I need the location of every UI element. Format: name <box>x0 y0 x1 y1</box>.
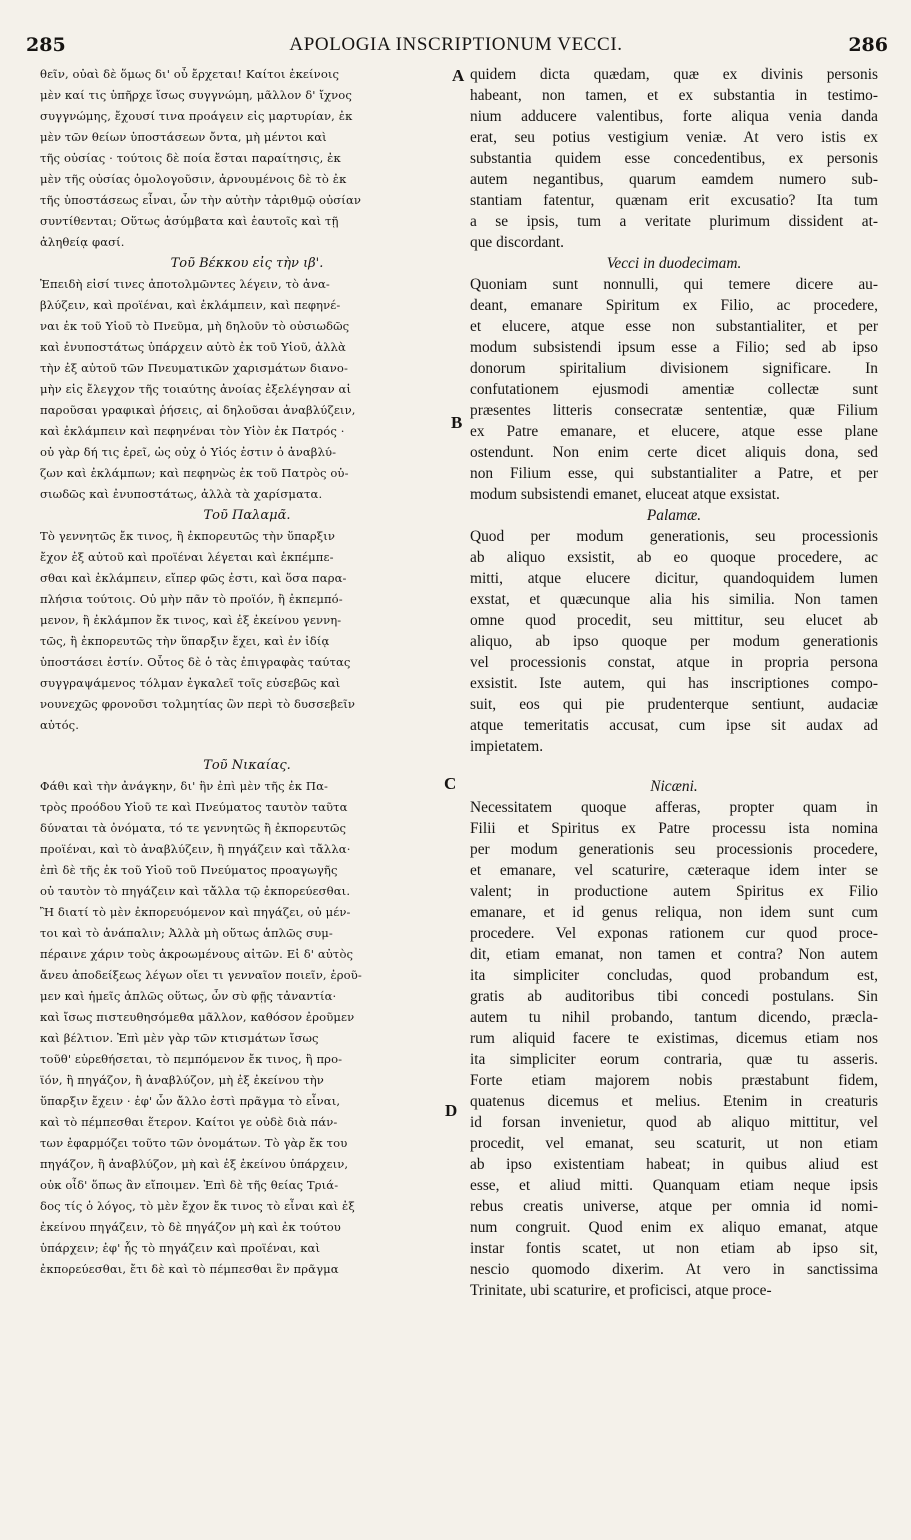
latin-text-line: atque temeritatis accusat, cum ipse sit audax ad <box>470 717 878 734</box>
latin-section-heading: Palamæ. <box>646 507 702 524</box>
latin-section-heading: Vecci in duodecimam. <box>606 255 742 272</box>
greek-text-line: καὶ ἴσως πιστευθησόμεθα μᾶλλον, καθόσον ἐροῦμεν <box>40 1010 355 1024</box>
latin-text-line: Necessitatem quoque afferas, propter quam in <box>470 799 878 816</box>
latin-text-line: mitti, atque elucere dicitur, quandoquidem lumen <box>470 570 878 587</box>
greek-text-line: μὲν τῆς οὐσίας ὁμολογοῦσιν, ἀρνουμένοις δὲ τὸ ἐκ <box>40 172 347 186</box>
running-title: APOLOGIA INSCRIPTIONUM VECCI. <box>289 34 623 55</box>
latin-text-line: que discordant. <box>470 234 565 251</box>
latin-text-line: Filii et Spiritus ex Patre processu ista nomina <box>470 820 878 837</box>
latin-text-line: num congruit. Quod enim ex aliquo emanat, atque <box>470 1219 878 1236</box>
greek-text-line: αὐτός. <box>40 718 80 732</box>
latin-text-line: ab aliquo exsistit, ab eo quoque procedere, ac <box>470 549 878 566</box>
page-number-right: 286 <box>848 34 888 56</box>
page-number-left: 285 <box>26 34 66 56</box>
greek-text-line: καὶ ἐκλάμπειν καὶ πεφηνέναι τὸν Υἱὸν ἐκ Πατρός · <box>40 424 345 438</box>
greek-text-line: ἔχον ἐξ αὐτοῦ καὶ προϊέναι λέγεται καὶ ἐκπέμπε- <box>40 550 334 564</box>
greek-text-line: σθαι καὶ ἐκλάμπειν, εἴπερ φῶς ἐστι, καὶ ὅσα παρα- <box>40 571 347 585</box>
latin-section-heading: Nicæni. <box>650 778 698 795</box>
greek-text-line: τῶς, ἢ ἐκπορευτῶς τὴν ὕπαρξιν ἔχει, καὶ ἐν ἰδίᾳ <box>40 634 330 648</box>
latin-text-line: modum subsistendi ipsum esse a Filio; sed ab ipso <box>470 339 878 356</box>
latin-text-line: exstat, et quæcunque alia his similia. Non tamen <box>470 591 878 608</box>
greek-text-line: τὴν ἐξ αὐτοῦ τῶν Πνευματικῶν χαρισμάτων διανο- <box>40 361 348 375</box>
running-header <box>24 34 888 64</box>
greek-text-line: συντίθενται; Οὕτως ἀσύμβατα καὶ ἑαυτοῖς καὶ τῇ <box>40 214 339 228</box>
greek-text-line: Ἢ διατί τὸ μὲν ἐκπορευόμενον καὶ πηγάζει, οὐ μέν- <box>40 905 351 919</box>
greek-text-line: καὶ ἐνυποστάτως ὑπάρχειν αὐτὸ ἐκ τοῦ Υἱοῦ, ἀλλὰ <box>40 340 346 354</box>
greek-text-line: ζων καὶ ἐκλάμπων; καὶ πεφηνὼς ἐκ τοῦ Πατρὸς οὐ- <box>40 466 349 480</box>
greek-text-line: μενον, ἢ ἐκλάμπον ἔκ τινος, καὶ ἐξ ἐκείνου γεννη- <box>40 613 342 627</box>
latin-text-line: donorum spiritalium divisionem significare. In <box>470 360 878 377</box>
latin-text-line: habeant, non tamen, et ex substantia in testimo- <box>470 87 878 104</box>
greek-text-line: συγγνώμης, ἔχουσί τινα προάγειν εἰς μαρτυρίαν, ἐκ <box>40 109 353 123</box>
latin-text-line: nescio quomodo dixerim. At vero in sanctissima <box>470 1261 878 1278</box>
latin-text-line: esse, et aliud mitti. Quanquam etiam neque ipsis <box>470 1177 878 1194</box>
latin-text-line: vel processionis constat, atque in propria persona <box>470 654 878 671</box>
latin-text-line: rebus creatis universe, atque per omnia id nomi- <box>470 1198 878 1215</box>
margin-marker-a: A <box>452 66 465 85</box>
greek-text-line: Ἐπειδὴ εἰσί τινες ἀποτολμῶντες λέγειν, τὸ ἀνα- <box>40 277 330 291</box>
latin-text-line: impietatem. <box>470 738 544 755</box>
greek-text-line: Τὸ γεννητῶς ἔκ τινος, ἢ ἐκπορευτῶς τὴν ὕπαρξιν <box>40 529 336 543</box>
latin-text-line: Quoniam sunt nonnulli, qui temere dicere au- <box>470 276 878 293</box>
latin-column <box>470 64 878 1301</box>
latin-text-line: id forsan invenietur, quod ab aliquo mittitur, vel <box>470 1114 878 1131</box>
greek-text-line: ἐπὶ δὲ τῆς ἐκ τοῦ Υἱοῦ τοῦ Πνεύματος προαγωγῆς <box>40 863 338 877</box>
greek-text-line: βλύζειν, καὶ προϊέναι, καὶ ἐκλάμπειν, καὶ πεφηνέ- <box>40 298 341 312</box>
latin-text-line: ostendunt. Non enim certe dicet aliquis dona, sed <box>470 444 878 461</box>
latin-text-line: emanare, et id genus reliqua, non idem sunt cum <box>470 904 878 921</box>
latin-text-line: dit, etiam emanat, non tamen et contra? Non autem <box>470 946 878 963</box>
greek-section-heading: Τοῦ Νικαίας. <box>203 758 291 773</box>
latin-text-line: exsistit. Iste autem, qui has inscriptiones compo- <box>470 675 878 692</box>
greek-text-line: τῆς οὐσίας · τούτοις δὲ ποία ἔσται παραίτησις, ἐκ <box>40 151 341 165</box>
latin-text-line: ex Patre emanare, et elucere, atque esse plane <box>470 423 878 440</box>
greek-text-line: μὲν τῶν θείων ὑποστάσεων ὄντα, μὴ μέντοι καὶ <box>40 130 327 144</box>
latin-text-line: Trinitate, ubi scaturire, et proficisci, atque proce- <box>470 1282 772 1299</box>
latin-text-line: nium adducere valentibus, forte aliqua venia danda <box>470 108 878 125</box>
latin-text-line: aliquo, ab ipso quoque per modum generationis <box>470 633 878 650</box>
latin-text-line: substantia quidem esse concedentibus, ex personis <box>470 150 878 167</box>
section-spacer <box>40 736 454 755</box>
greek-text-line: ἀληθείᾳ φασί. <box>40 235 125 249</box>
greek-section-heading: Τοῦ Παλαμᾶ. <box>203 508 291 523</box>
latin-text-line: Quod per modum generationis, seu processionis <box>470 528 878 545</box>
latin-text-line: non Filium esse, qui substantialiter a Patre, et per <box>470 465 878 482</box>
latin-text-line: ab ipso existentiam habeat; in quibus aliud est <box>470 1156 878 1173</box>
latin-text-line: procedere. Vel exponas rationem cur quod proce- <box>470 925 878 942</box>
greek-text-line: ἄνευ ἀποδείξεως λέγων οἴει τι γενναῖον ποιεῖν, ἐροῦ- <box>40 968 362 982</box>
latin-text-line: valent; in productione autem Spiritus ex Filio <box>470 883 878 900</box>
latin-text-line: procedit, vel emanat, seu scaturit, ut non etiam <box>470 1135 878 1152</box>
greek-text-line: τρὸς προόδου Υἱοῦ τε καὶ Πνεύματος ταυτὸν ταῦτα <box>40 800 348 814</box>
greek-text-line: ὕπαρξιν ἔχειν · ἐφ' ὧν ἄλλο ἐστὶ πρᾶγμα τὸ εἶναι, <box>40 1094 341 1108</box>
greek-text-line: οὐκ οἶδ' ὅπως ἂν εἴποιμεν. Ἐπὶ δὲ τῆς θείας Τριά- <box>40 1178 339 1192</box>
greek-text-line: οὐ ταυτὸν τὸ πηγάζειν καὶ τἄλλα τῷ ἐκπορεύεσθαι. <box>40 884 351 898</box>
greek-text-line: μὲν καί τις ὑπῆρχε ἴσως συγγνώμη, μᾶλλον δ' ἴχνος <box>40 88 352 102</box>
greek-text-line: ϊόν, ἢ πηγάζον, ἢ ἀναβλύζον, μὴ ἐξ ἐκείνου τὴν <box>40 1073 324 1087</box>
greek-text-line: πλήσια τούτοις. Οὐ μὴν πᾶν τὸ προϊόν, ἢ ἐκπεμπό- <box>40 592 343 606</box>
latin-text-line: a se ipsis, tum a veritate plurimum dissident at- <box>470 213 878 230</box>
greek-text-line: ὑποστάσει ἐστίν. Οὗτος δὲ ὁ τὰς ἐπιγραφὰς ταύτας <box>40 655 351 669</box>
latin-text-line: omne quod procedit, seu mittitur, seu elucet ab <box>470 612 878 629</box>
latin-text-line: autem negantibus, quarum eamdem numero sub- <box>470 171 878 188</box>
greek-column <box>40 64 457 1280</box>
greek-text-line: οὐ γὰρ δή τις ἐρεῖ, ὡς οὐχ ὁ Υἱός ἐστιν ὁ ἀναβλύ- <box>40 445 337 459</box>
latin-text-line: erat, seu potius vestigium veniæ. At vero istis ex <box>470 129 878 146</box>
greek-text-line: καὶ βέλτιον. Ἐπὶ μὲν γὰρ τῶν κτισμάτων ἴσως <box>40 1031 319 1045</box>
latin-text-line: et elucere, atque esse non substantialiter, et per <box>470 318 878 335</box>
greek-text-line: παροῦσαι γραφικαὶ ῥήσεις, αἱ δηλοῦσαι ἀναβλύζειν, <box>40 403 356 417</box>
greek-text-line: ἐκείνου πηγάζειν, τὸ δὲ πηγάζον μὴ καὶ ἐκ τούτου <box>40 1220 341 1234</box>
greek-text-line: ναι ἐκ τοῦ Υἱοῦ τὸ Πνεῦμα, μὴ δηλοῦν τὸ οὐσιωδῶς <box>40 319 350 333</box>
greek-text-line: τοι καὶ τὸ ἀνάπαλιν; Ἀλλὰ μὴ οὕτως ἁπλῶς συμ- <box>40 926 333 940</box>
greek-text-line: πηγάζον, ἢ ἀναβλύζον, μὴ καὶ ἐξ ἐκείνου ὑπάρχειν, <box>40 1157 349 1171</box>
latin-text-line: instar fontis scatet, ut non etiam ab ipso sit, <box>470 1240 878 1257</box>
latin-text-line: quidem dicta quædam, quæ ex divinis personis <box>470 66 878 83</box>
greek-text-line: Φάθι καὶ τὴν ἀνάγκην, δι' ἣν ἐπὶ μὲν τῆς ἐκ Πα- <box>40 779 329 793</box>
latin-text-line: autem tu nihil probando, tantum dicendo, præcla- <box>470 1009 878 1026</box>
greek-text-line: δύναται τὰ ὀνόματα, τό τε γεννητῶς ἢ ἐκπορευτῶς <box>40 821 347 835</box>
greek-text-line: νουνεχῶς φρονοῦσι τολμητίας ὢν περὶ τὸ δυσσεβεῖν <box>40 697 356 711</box>
greek-text-line: πέραινε χάριν τοὺς ἀκροωμένους αἰτῶν. Εἰ δ' αὐτὸς <box>40 947 354 961</box>
greek-text-line: προϊέναι, καὶ τὸ ἀναβλύζειν, ἢ πηγάζειν καὶ τἄλλα· <box>40 842 351 856</box>
latin-text-line: rum aliquid facere te existimas, dicemus etiam nos <box>470 1030 878 1047</box>
latin-text-line: stantiam fatentur, quænam erit excusatio? Ita tum <box>470 192 878 209</box>
greek-text-line: ὑπάρχειν; ἐφ' ἧς τὸ πηγάζειν καὶ προϊέναι, καὶ <box>40 1241 321 1255</box>
greek-text-line: τῆς ὑποστάσεως εἶναι, ὧν τὴν αὐτὴν τἀριθμῷ οὐσίαν <box>40 193 362 207</box>
section-spacer <box>470 757 878 776</box>
latin-text-line: suit, eos qui pie prudenterque sentiunt, audaciæ <box>470 696 878 713</box>
latin-text-line: confutationem ejusmodi amentiæ collectæ sunt <box>470 381 878 398</box>
greek-text-line: των ἐφαρμόζει τοῦτο τῶν ὀνομάτων. Τὸ γὰρ ἔκ του <box>40 1136 348 1150</box>
margin-marker-d: D <box>445 1101 458 1120</box>
latin-text-line: ita simpliciter eorum contraria, quæ tu asseris. <box>470 1051 878 1068</box>
greek-section-heading: Τοῦ Βέκκου εἰς τὴν ιβ'. <box>170 256 324 271</box>
greek-text-line: θεῖν, οὐαὶ δὲ ὅμως δι' οὗ ἔρχεται! Καίτοι ἐκείνοις <box>40 67 340 81</box>
latin-text-line: per modum generationis seu processionis procedere, <box>470 841 878 858</box>
margin-marker-c: C <box>444 774 457 793</box>
latin-text-line: Forte etiam majorem nobis præstabunt fidem, <box>470 1072 878 1089</box>
greek-text-line: ἐκπορεύεσθαι, ἔτι δὲ καὶ τὸ πέμπεσθαι ἓν πρᾶγμα <box>40 1262 339 1276</box>
latin-text-line: et emanare, vel scaturire, cæteraque idem inter se <box>470 862 878 879</box>
margin-marker-b: B <box>451 413 463 432</box>
latin-text-line: quatenus dicemus et melius. Etenim in creaturis <box>470 1093 878 1110</box>
latin-text-line: modum subsistendi emanet, eluceat atque exsistat. <box>470 486 780 503</box>
greek-text-line: τοῦθ' εὑρεθήσεται, τὸ πεμπόμενον ἔκ τινος, ἢ προ- <box>40 1052 343 1066</box>
latin-text-line: ita simpliciter concludas, quod probandum est, <box>470 967 878 984</box>
greek-text-line: μὴν εἰς ἔλεγχον τῆς τοιαύτης ἀνοίας ἐξελέγησαν αἱ <box>40 382 352 396</box>
greek-text-line: συγγραψάμενος τόλμαν ἐγκαλεῖ τοῖς εὐσεβῶς καὶ <box>40 676 341 690</box>
greek-text-line: δος τίς ὁ λόγος, τὸ μὲν ἔχον ἔκ τινος τὸ εἶναι καὶ ἐξ <box>40 1199 355 1213</box>
latin-text-line: præsentes litteris consecratæ sententiæ, quæ Filium <box>470 402 878 419</box>
latin-text-line: deant, emanare Spiritum ex Filio, ac procedere, <box>470 297 878 314</box>
greek-text-line: καὶ τὸ πέμπεσθαι ἕτερον. Καίτοι γε οὐδὲ διὰ πάν- <box>40 1115 338 1129</box>
latin-text-line: gratis ab auditoribus tibi concedi postulans. Sin <box>470 988 878 1005</box>
greek-text-line: μεν καὶ ἡμεῖς ἁπλῶς οὕτως, ὧν σὺ φῇς τἀναντία· <box>40 989 337 1003</box>
greek-text-line: σιωδῶς καὶ ἐνυποστάτως, ἀλλὰ τὰ χαρίσματα. <box>40 487 323 501</box>
